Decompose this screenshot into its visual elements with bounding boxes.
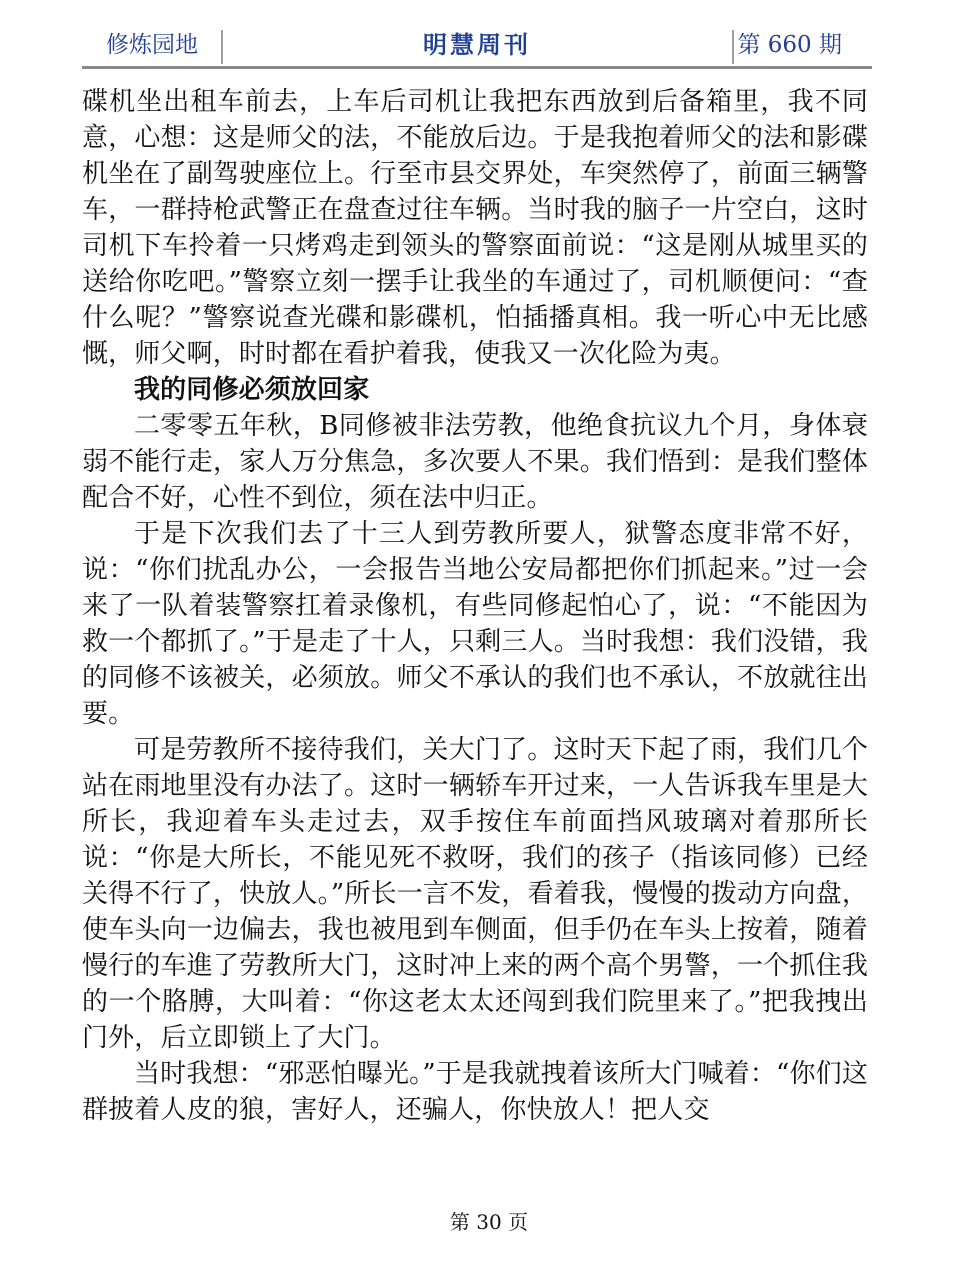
paragraph: 当时我想：“邪恶怕曝光。”于是我就拽着该所大门喊着：“你们这群披着人皮的狼，害好人，还骗人，你快放人！把人交 bbox=[82, 1059, 868, 1125]
section-heading: 我的同修必须放回家 bbox=[134, 375, 370, 405]
paragraph: 于是下次我们去了十三人到劳教所要人，狱警态度非常不好，说：“你们扰乱办公，一会报告当地公安局都把你们抓起来。”过一会来了一队着装警察扛着录像机，有些同修起怕心了，说：“不能因为救一个都抓了。”于是走了十人，只剩三人。当时我想：我们没错，我的同修不该被关，必须放。师父不承认的我们也不承认，不放就往出要。 bbox=[82, 519, 868, 729]
header-divider-right bbox=[732, 30, 734, 64]
paragraph: 二零零五年秋，B同修被非法劳教，他绝食抗议九个月，身体衰弱不能行走，家人万分焦急，多次要人不果。我们悟到：是我们整体配合不好，心性不到位，须在法中归正。 bbox=[82, 411, 868, 513]
header-rule bbox=[82, 66, 872, 69]
publication-title: 明慧周刊 bbox=[423, 31, 531, 59]
paragraph: 可是劳教所不接待我们，关大门了。这时天下起了雨，我们几个站在雨地里没有办法了。这时一辆轿车开过来，一人告诉我车里是大所长，我迎着车头走过去，双手按住车前面挡风玻璃对着那所长说：“你是大所长，不能见死不救呀，我们的孩子（指该同修）已经关得不行了，快放人。”所长一言不发，看着我，慢慢的拨动方向盘，使车头向一边偏去，我也被甩到车侧面，但手仍在车头上按着，随着慢行的车進了劳教所大门，这时冲上来的两个高个男警，一个抓住我的一个胳膊，大叫着：“你这老太太还闯到我们院里来了。”把我拽出门外，后立即锁上了大门。 bbox=[82, 735, 868, 1053]
article-body bbox=[82, 84, 868, 1128]
page-number: 第 30 页 bbox=[449, 1210, 529, 1234]
lead-paragraph: 碟机坐出租车前去，上车后司机让我把东西放到后备箱里，我不同意，心想：这是师父的法，不能放后边。于是我抱着师父的法和影碟机坐在了副驾驶座位上。行至市县交界处，车突然停了，前面三辆警车，一群持枪武警正在盘查过往车辆。当时我的脑子一片空白，这时司机下车拎着一只烤鸡走到领头的警察面前说：“这是刚从城里买的送给你吃吧。”警察立刻一摆手让我坐的车通过了，司机顺便问：“查什么呢？”警察说查光碟和影碟机，怕插播真相。我一听心中无比感慨，师父啊，时时都在看护着我，使我又一次化险为夷。 bbox=[82, 87, 868, 369]
section-name: 修炼园地 bbox=[106, 32, 198, 58]
page-header bbox=[82, 22, 872, 68]
issue-number: 第 660 期 bbox=[737, 32, 842, 58]
